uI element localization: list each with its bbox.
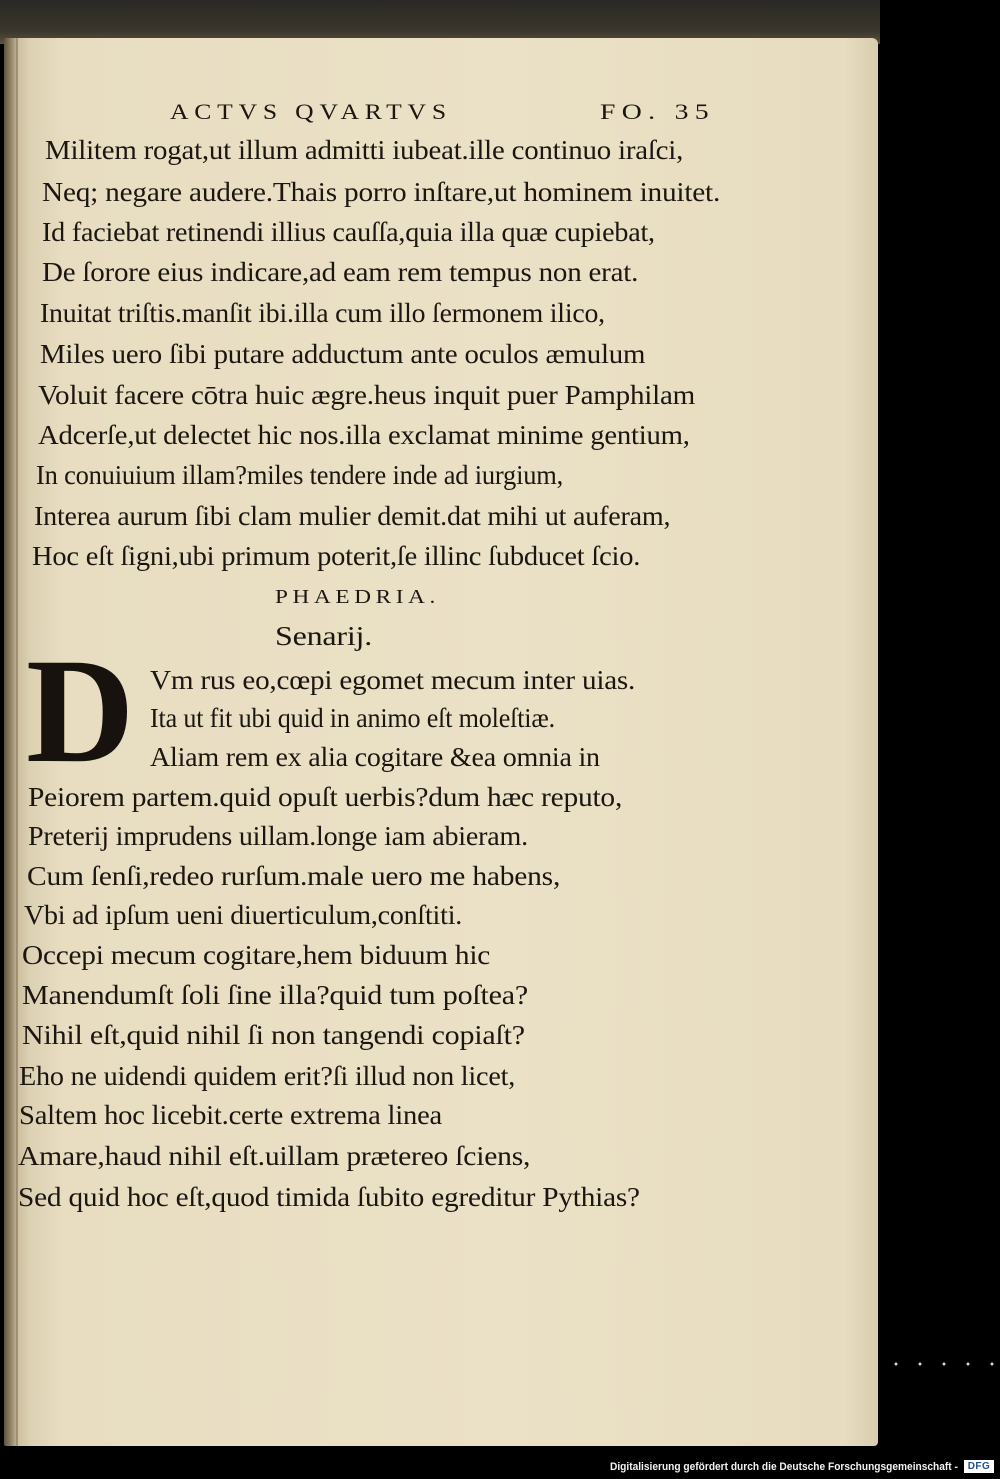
funding-credit: Digitalisierung gefördert durch die Deutsche Forschungsgemeinschaft - — [610, 1461, 958, 1473]
verse-line: Amare,haud nihil eſt.uillam prætereo ſciens, — [18, 1141, 531, 1171]
verse-line: Peiorem partem.quid opuſt uerbis?dum hæc reputo, — [28, 782, 623, 812]
folio-number: FO. 35 — [600, 99, 715, 124]
verse-line: Interea aurum ſibi clam mulier demit.dat mihi ut auferam, — [34, 501, 671, 531]
verse-line: Ita ut fit ubi quid in animo eſt moleſtiæ. — [150, 703, 555, 733]
verse-line: Id faciebat retinendi illius cauſſa,quia illa quæ cupiebat, — [42, 217, 655, 247]
verse-line: Manendumſt ſoli ſine illa?quid tum poſtea? — [22, 980, 529, 1010]
verse-line: Aliam rem ex alia cogitare &ea omnia in — [150, 742, 600, 772]
speaker-heading: PHAEDRIA. — [275, 586, 441, 608]
verse-line: In conuiuium illam?miles tendere inde ad iurgium, — [36, 460, 564, 490]
verse-line: Neq; negare audere.Thais porro inſtare,ut hominem inuitet. — [42, 177, 721, 207]
verse-line: De ſorore eius indicare,ad eam rem tempus non erat. — [42, 257, 639, 287]
running-head: ACTVS QVARTVS — [170, 99, 452, 124]
verse-line: Militem rogat,ut illum admitti iubeat.ille continuo iraſci, — [45, 135, 684, 165]
verse-line: Preterij imprudens uillam.longe iam abieram. — [28, 821, 528, 851]
verse-line: Vm rus eo,cœpi egomet mecum inter uias. — [150, 665, 636, 695]
verse-line: Nihil eſt,quid nihil ſi non tangendi copiaſt? — [22, 1020, 525, 1050]
drop-cap-initial: D — [26, 628, 135, 794]
verse-line: Vbi ad ipſum ueni diuerticulum,conſtiti. — [24, 900, 463, 930]
verse-line: Cum ſenſi,redeo rurſum.male uero me habens, — [27, 861, 561, 891]
dotted-rule — [884, 1362, 996, 1366]
verse-line: Eho ne uidendi quidem erit?ſi illud non licet, — [19, 1061, 516, 1091]
verse-line: Inuitat triſtis.manſit ibi.illa cum illo ſermonem ilico, — [40, 298, 605, 328]
verse-line: Hoc eſt ſigni,ubi primum poterit,ſe illinc ſubducet ſcio. — [32, 541, 641, 571]
verse-line: Occepi mecum cogitare,hem biduum hic — [22, 940, 491, 970]
verse-line: Voluit facere cōtra huic ægre.heus inquit puer Pamphilam — [38, 380, 696, 410]
verse-line: Adcerſe,ut delectet hic nos.illa exclamat minime gentium, — [38, 420, 690, 450]
dfg-logo-icon: DFG — [964, 1460, 994, 1473]
verse-line: Saltem hoc licebit.certe extrema linea — [19, 1100, 443, 1130]
verse-line: Sed quid hoc eſt,quod timida ſubito egreditur Pythias? — [18, 1182, 640, 1212]
verse-line: Miles uero ſibi putare adductum ante oculos æmulum — [40, 339, 646, 369]
meter-heading: Senarij. — [275, 621, 372, 651]
